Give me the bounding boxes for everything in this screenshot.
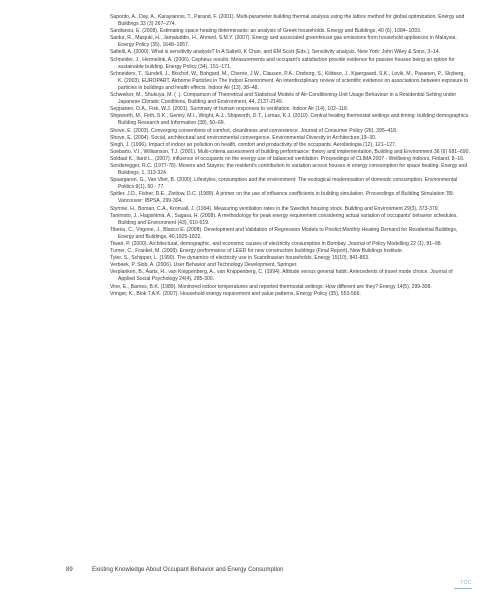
reference-item: Turner, C., Frankel, M. (2008). Energy performance of LEED for new construction buildings (Final Report), New Buildings Institute. [110,248,404,255]
reference-item: Spaargaren, G., Van Vliet, B. (2000). Lifestyles, consumption and the environment: The ecological modernisation of domestic consumption. Environmental Politics 9(1), 50 - 77. [110,177,458,191]
reference-item: Schneider, J., Hermelink, A. (2006). Cepheus results: Measurements and occupant's satisfaction provide evidence for passive houses being an option for sustainable building. Energy Policy (34), 151–171. [110,56,455,70]
reference-item: Tyler, S., Schipper, L. (1990). The dynamics of electricity use in Scandinavian households. Energy 15(10), 841-863. [110,255,370,262]
page-footer [66,566,283,574]
reference-item: Schneiders, T., Sundell, J., Bischof, W., Bohgard, M., Cherrie, J.W., Clausen, P.A., Dreborg, S., Kildeso, J., Kjaergaard, S.K., Lovik, M., Pasanen, P., Skyberg, K. (2003). EUROPART. Airborne Particles in The Indoor Environment. An interdisciplinary review of scientific evidence on associations between exposure to particles in buildings and health effects. Indoor Air (13), 38–48. [110,70,469,91]
reference-item: Shove, E. (2003). Converging conventions of comfort, cleanliness and convenience. Journal of Consumer Policy (26), 395–418. [110,127,398,134]
reference-item: Spitler, J.D., Fisher, D.E., Zietlow, D.C. (1989). A primer on the use of influence coefficients in building simulation. Proceedings of Building Simulation '89. Vancouver: IBPSA, 299-304. [110,191,455,205]
reference-item: Tiwari, P. (2000). Architectural, demographic, and economic causes of electricity consumption in Bombay. Journal of Policy Modelling 22 (1), 81–98. [110,241,443,247]
toc-link[interactable]: TOC [460,580,472,586]
reference-item: Singh, J. (1996). Impact of indoor air pollution on health, comfort and productivity of the occupants. Aerobiologia (12), 121–127. [110,141,397,148]
reference-item: Verbeek, P. Slob, A. (2006). User Behavior and Technology Development, Springer. [110,262,298,269]
reference-item: Saidur, R., Masjuki, H., Jamaluddin, H., Ahmed, S.M.Y. (2007). Energy and associated greenhouse gas emissions from household appliances in Malaysia. Energy Policy (35), 1648–1657. [110,35,457,49]
running-title: Existing Knowledge About Occupant Behavior and Energy Consumption [92,567,284,573]
reference-item: Seppanen, O.A., Fisk, W.J. (2001). Summary of human responses to ventilation. Indoor Air (14), 102–118. [110,106,349,113]
reference-item: Soldaat K., Itard L., (2007). Influence of occupants on the energy use of balanced ventilation. Proceedings of CLIMA 2007 - Wellbeing Indoors, Finland, 8–16. [110,155,465,162]
reference-list [110,14,470,298]
reference-item: Sonderegger, R.C. (1977-78). Movers and Stayers: the resident's contribution to variation across houses in energy consumption for space heating. Energy and Buildings, 1, 313-324. [110,162,468,177]
reference-item: Saporito, A., Day, A., Karayiannis, T., Parand, F. (2001). Multi-parameter building thermal analysis using the lattice method for global optimization, Energy and Buildings 33 (3) 267–274. [110,14,465,28]
reference-item: Verplanken, B., Aarts, H., van Knippenberg, A., van Knippenberg, C. (1994). Attitude versus general habit: Antecedents of travel mode choice. Journal of Applied Social Psychology 24(4), 285-300. [110,269,453,283]
reference-item: Soebarto, V.I., Williamson, T.J. (2001). Multi-criteria assessment of building performance: theory and implementation, Building and Environment 36 (6) 681–690. [110,148,470,155]
reference-item: Stymne, H., Boman, C.A., Kronvall, J. (1994). Measuring ventilation rates in the Swedish housing stock. Building and Environment 29(3), 373-379. [110,205,439,212]
reference-item: Shove, E. (2004). Social, architectural and environmental convergence, Environmental Diversity in Architecture,19–30. [110,134,377,141]
reference-item: Vringer, K., Blok T.A.K. (2007). Household energy requirement and value patterns, Energy Policy (35), 553-566. [110,290,361,297]
reference-item: Tanimoto, J., Hagishima, A., Sagara, H. (2008). A methodology for peak energy requirement considering actual variation of occupants' behavior schedules. Building and Environment (43), 610-619. [110,212,458,226]
page-number: 89 [66,567,73,573]
reference-item: Vine, E., Barnes, B.K. (1989). Monitored indoor temperatures and reported thermostat settings: How different are they? Energy 14(5), 299-308. [110,283,432,290]
toc-underline [454,588,472,589]
reference-item: Shipworth, M., Firth, S.K., Gentry, M.I., Wright, A.J., Shipworth, D.T., Lomas, K.J. (2010). Central heating thermostat settings and timing: building demographics. Building Research and Information (38), 50–69. [110,113,470,127]
reference-item: Tiberiu, C., Virgone, J., Blanco E. (2008). Development and Validation of Regression Models to Predict Monthly Heating Demand for Residential Buildings, Energy and Buildings, 40,1825-1832. [110,226,458,240]
reference-item: Sardianou, E. (2008). Estimating space heating determinants: an analysis of Greek households. Energy and Buildings, 40 (6), 1084–1093. [110,28,422,35]
reference-item: Saltelli, A. (2000). What is sensitivity analysis? In A Saltelli, K Chan, and EM Scott (Eds.), Sensitivity analysis. New York: John Wiley & Sons, 3–14. [110,49,441,56]
reference-item: Schweiker, M., Shukuya, M. ( .). Comparison of Theoretical and Statistical Models of Air-Conditioning-Unit Usage Behaviour in a Residential Setting under Japanese Climatic Conditions, Building and Environment, 44, 2137-2149. [110,92,457,106]
